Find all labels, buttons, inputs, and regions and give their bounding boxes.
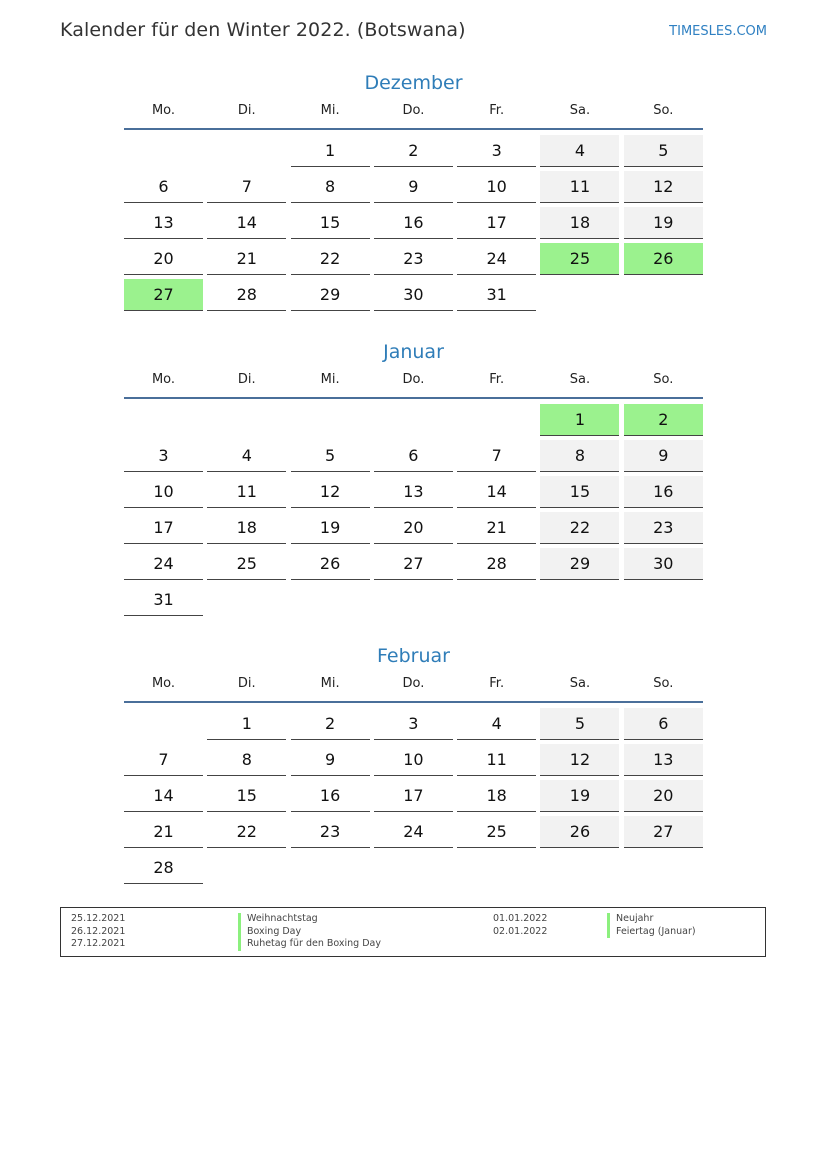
weekday-label: Fr. bbox=[489, 676, 505, 691]
day-cell: 20 bbox=[374, 512, 453, 544]
holiday-day-cell: 2 bbox=[624, 404, 703, 436]
day-cell: 28 bbox=[124, 852, 203, 884]
weekday-label: Fr. bbox=[489, 103, 505, 118]
weekday-label: Fr. bbox=[489, 372, 505, 387]
day-cell: 8 bbox=[207, 744, 286, 776]
day-cell: 14 bbox=[124, 780, 203, 812]
weekday-header bbox=[124, 98, 703, 124]
day-cell: 10 bbox=[124, 476, 203, 508]
legend-date: 27.12.2021 bbox=[71, 938, 126, 949]
day-cell: 8 bbox=[291, 171, 370, 203]
legend-names-right bbox=[607, 913, 696, 938]
day-cell: 10 bbox=[374, 744, 453, 776]
day-cell: 20 bbox=[624, 780, 703, 812]
weekday-header bbox=[124, 367, 703, 393]
legend-holiday-name: Feiertag (Januar) bbox=[607, 926, 696, 939]
day-cell: 16 bbox=[291, 780, 370, 812]
legend-date: 01.01.2022 bbox=[493, 913, 548, 924]
legend-holiday-name: Ruhetag für den Boxing Day bbox=[238, 938, 381, 951]
legend-holiday-name: Neujahr bbox=[607, 913, 696, 926]
day-cell: 11 bbox=[207, 476, 286, 508]
weekday-label: Sa. bbox=[569, 676, 591, 691]
day-cell: 20 bbox=[124, 243, 203, 275]
day-cell: 21 bbox=[124, 816, 203, 848]
day-cell: 4 bbox=[540, 135, 619, 167]
day-cell: 16 bbox=[624, 476, 703, 508]
day-cell: 30 bbox=[624, 548, 703, 580]
day-cell: 4 bbox=[457, 708, 536, 740]
day-cell: 29 bbox=[540, 548, 619, 580]
weekday-label: Mo. bbox=[151, 372, 176, 387]
day-cell: 25 bbox=[457, 816, 536, 848]
day-cell: 10 bbox=[457, 171, 536, 203]
day-cell: 28 bbox=[207, 279, 286, 311]
day-cell: 18 bbox=[457, 780, 536, 812]
weekday-label: Di. bbox=[237, 676, 256, 691]
day-cell: 1 bbox=[291, 135, 370, 167]
day-cell: 22 bbox=[291, 243, 370, 275]
legend-dates-left bbox=[71, 913, 125, 951]
weekday-label: Sa. bbox=[569, 103, 591, 118]
month-dezember bbox=[124, 68, 703, 311]
day-cell: 16 bbox=[374, 207, 453, 239]
weekday-label: So. bbox=[653, 372, 674, 387]
day-cell: 2 bbox=[374, 135, 453, 167]
month-title: Dezember bbox=[364, 72, 463, 94]
day-cell: 23 bbox=[374, 243, 453, 275]
day-cell: 15 bbox=[207, 780, 286, 812]
weekday-label: Di. bbox=[237, 372, 256, 387]
day-cell: 25 bbox=[207, 548, 286, 580]
weekday-label: Mi. bbox=[320, 103, 340, 118]
holiday-day-cell: 27 bbox=[124, 279, 203, 311]
day-cell: 6 bbox=[374, 440, 453, 472]
day-cell: 2 bbox=[291, 708, 370, 740]
weekday-header bbox=[124, 671, 703, 697]
weekday-label: Mi. bbox=[320, 372, 340, 387]
day-cell: 23 bbox=[624, 512, 703, 544]
weekday-label: So. bbox=[653, 676, 674, 691]
header-rule bbox=[124, 397, 703, 399]
weekday-label: Mi. bbox=[320, 676, 340, 691]
day-cell: 7 bbox=[124, 744, 203, 776]
legend-holiday-name: Boxing Day bbox=[238, 926, 381, 939]
day-cell: 5 bbox=[291, 440, 370, 472]
day-cell: 27 bbox=[624, 816, 703, 848]
weekday-label: Do. bbox=[402, 103, 425, 118]
day-cell: 9 bbox=[374, 171, 453, 203]
holiday-day-cell: 25 bbox=[540, 243, 619, 275]
day-cell: 19 bbox=[291, 512, 370, 544]
day-cell: 17 bbox=[457, 207, 536, 239]
day-cell: 5 bbox=[624, 135, 703, 167]
weekday-label: Do. bbox=[402, 372, 425, 387]
weekday-label: Sa. bbox=[569, 372, 591, 387]
day-cell: 17 bbox=[374, 780, 453, 812]
day-cell: 11 bbox=[457, 744, 536, 776]
day-cell: 24 bbox=[457, 243, 536, 275]
day-cell: 13 bbox=[124, 207, 203, 239]
day-cell: 26 bbox=[291, 548, 370, 580]
day-cell: 28 bbox=[457, 548, 536, 580]
day-cell: 3 bbox=[457, 135, 536, 167]
holiday-day-cell: 1 bbox=[540, 404, 619, 436]
holiday-legend bbox=[60, 907, 766, 957]
day-cell: 3 bbox=[374, 708, 453, 740]
header-rule bbox=[124, 128, 703, 130]
day-cell: 6 bbox=[624, 708, 703, 740]
day-cell: 11 bbox=[540, 171, 619, 203]
day-cell: 15 bbox=[540, 476, 619, 508]
day-cell: 8 bbox=[540, 440, 619, 472]
day-cell: 5 bbox=[540, 708, 619, 740]
day-grid bbox=[124, 404, 703, 616]
legend-date: 26.12.2021 bbox=[71, 925, 126, 937]
day-cell: 14 bbox=[207, 207, 286, 239]
header-rule bbox=[124, 701, 703, 703]
day-cell: 22 bbox=[540, 512, 619, 544]
legend-holiday-name: Weihnachtstag bbox=[238, 913, 381, 926]
day-cell: 12 bbox=[291, 476, 370, 508]
day-cell: 23 bbox=[291, 816, 370, 848]
day-cell: 6 bbox=[124, 171, 203, 203]
day-cell: 21 bbox=[457, 512, 536, 544]
day-cell: 29 bbox=[291, 279, 370, 311]
day-grid bbox=[124, 708, 703, 884]
legend-date: 02.01.2022 bbox=[493, 925, 548, 937]
day-grid bbox=[124, 135, 703, 311]
day-cell: 9 bbox=[624, 440, 703, 472]
day-cell: 24 bbox=[124, 548, 203, 580]
day-cell: 15 bbox=[291, 207, 370, 239]
day-cell: 3 bbox=[124, 440, 203, 472]
day-cell: 18 bbox=[540, 207, 619, 239]
day-cell: 21 bbox=[207, 243, 286, 275]
day-cell: 17 bbox=[124, 512, 203, 544]
day-cell: 1 bbox=[207, 708, 286, 740]
page-title: Kalender für den Winter 2022. (Botswana) bbox=[60, 19, 466, 41]
day-cell: 31 bbox=[124, 584, 203, 616]
day-cell: 22 bbox=[207, 816, 286, 848]
day-cell: 19 bbox=[540, 780, 619, 812]
day-cell: 7 bbox=[457, 440, 536, 472]
month-januar bbox=[124, 337, 703, 616]
day-cell: 7 bbox=[207, 171, 286, 203]
weekday-label: Di. bbox=[237, 103, 256, 118]
month-title: Januar bbox=[383, 341, 444, 363]
day-cell: 30 bbox=[374, 279, 453, 311]
day-cell: 27 bbox=[374, 548, 453, 580]
legend-date: 25.12.2021 bbox=[71, 913, 126, 924]
weekday-label: So. bbox=[653, 103, 674, 118]
legend-dates-right bbox=[493, 913, 547, 938]
day-cell: 4 bbox=[207, 440, 286, 472]
month-title: Februar bbox=[377, 645, 450, 667]
day-cell: 9 bbox=[291, 744, 370, 776]
day-cell: 31 bbox=[457, 279, 536, 311]
day-cell: 18 bbox=[207, 512, 286, 544]
day-cell: 26 bbox=[540, 816, 619, 848]
day-cell: 13 bbox=[374, 476, 453, 508]
legend-names-left bbox=[238, 913, 381, 951]
day-cell: 13 bbox=[624, 744, 703, 776]
site-link[interactable]: TIMESLES.COM bbox=[669, 24, 767, 39]
weekday-label: Mo. bbox=[151, 103, 176, 118]
weekday-label: Do. bbox=[402, 676, 425, 691]
month-februar bbox=[124, 641, 703, 884]
weekday-label: Mo. bbox=[151, 676, 176, 691]
day-cell: 14 bbox=[457, 476, 536, 508]
day-cell: 12 bbox=[624, 171, 703, 203]
holiday-day-cell: 26 bbox=[624, 243, 703, 275]
day-cell: 24 bbox=[374, 816, 453, 848]
day-cell: 19 bbox=[624, 207, 703, 239]
day-cell: 12 bbox=[540, 744, 619, 776]
